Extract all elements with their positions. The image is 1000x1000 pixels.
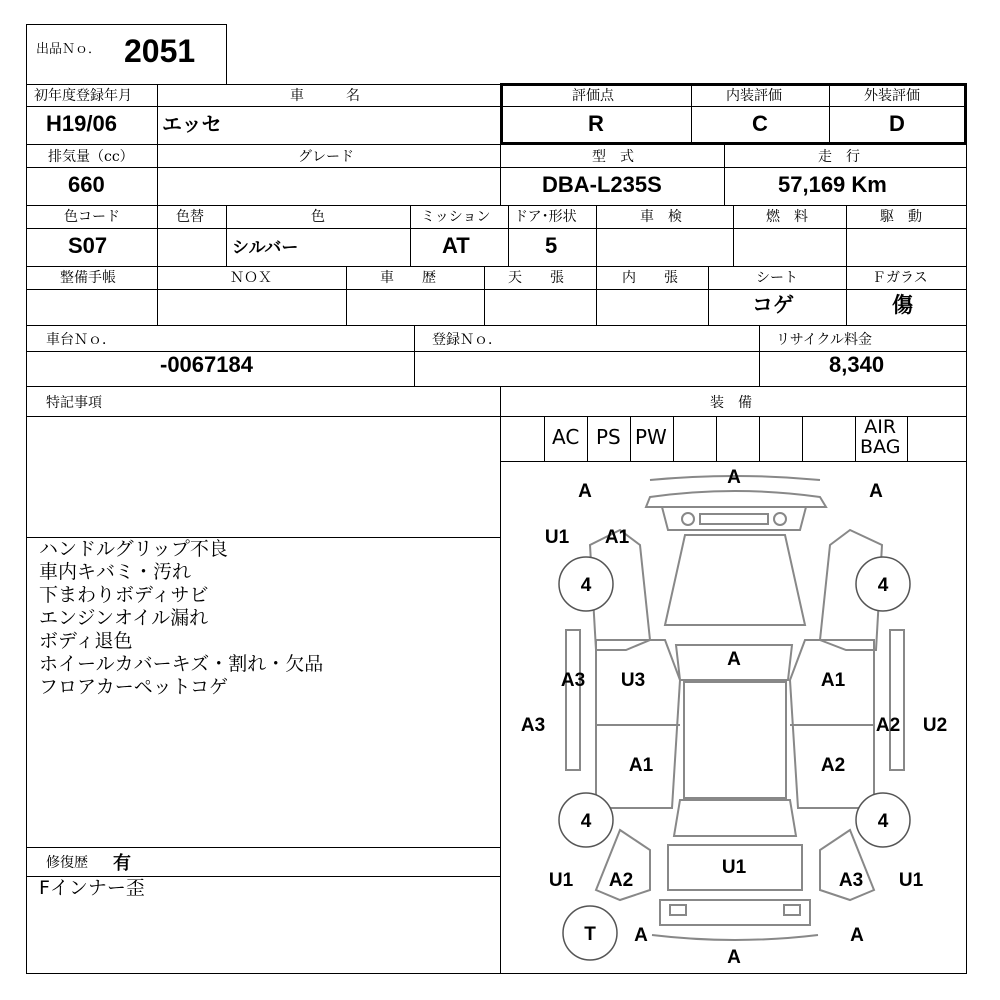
mark-roof: A xyxy=(727,649,741,670)
mark-front-bumper: A xyxy=(727,467,741,488)
repaint-label: 色替 xyxy=(176,209,204,225)
mark-front-left-corner: A xyxy=(578,481,592,502)
car-damage-diagram xyxy=(501,462,966,973)
chassis-value: -0067184 xyxy=(160,352,253,377)
mark-left-quarter-u: U1 xyxy=(548,870,574,891)
score-value: R xyxy=(588,111,604,136)
ceiling-label: 天 張 xyxy=(508,270,564,286)
equipment-ps: PS xyxy=(596,425,621,449)
mark-right-side-a: A2 xyxy=(875,715,901,736)
score-label: 評価点 xyxy=(572,88,614,104)
grade-label: グレード xyxy=(298,149,354,165)
color-code-value: S07 xyxy=(68,233,108,258)
mark-right-side-u: U2 xyxy=(922,715,948,736)
equipment-airbag: AIR BAG xyxy=(860,416,901,458)
recycle-label: リサイクル料金 xyxy=(776,332,873,348)
displacement-label: 排気量（cc） xyxy=(48,149,134,165)
seat-value: コゲ xyxy=(752,293,794,317)
note-line: ハンドルグリップ不良 xyxy=(39,538,228,560)
name-label: 車 名 xyxy=(290,88,360,104)
repair-label: 修復歴 xyxy=(46,855,88,871)
color-value: シルバー xyxy=(232,238,299,258)
note-line: 下まわりボディサビ xyxy=(39,584,209,606)
transmission-label: ミッション xyxy=(421,209,491,225)
color-code-label: 色コード xyxy=(64,209,120,225)
name-value: エッセ xyxy=(162,112,222,136)
repair-value: 有 xyxy=(113,853,131,874)
mark-left-quarter-a: A2 xyxy=(608,870,634,891)
equipment-label: 装 備 xyxy=(710,395,752,411)
fuel-label: 燃 料 xyxy=(766,209,808,225)
glass-label: Ｆガラス xyxy=(872,270,928,286)
equipment-pw: PW xyxy=(635,425,667,449)
inspection-label: 車 検 xyxy=(640,209,682,225)
doors-label: ドア･形状 xyxy=(514,209,577,225)
recycle-value: 8,340 xyxy=(829,352,885,377)
lot-number: 2051 xyxy=(124,33,196,69)
mark-trunk: U1 xyxy=(721,857,747,878)
exterior-value: D xyxy=(889,111,905,136)
note-line: エンジンオイル漏れ xyxy=(39,607,209,629)
note-line: ホイールカバーキズ・割れ・欠品 xyxy=(39,653,324,675)
mark-windshield: U3 xyxy=(620,670,646,691)
history-label: 車 歴 xyxy=(380,270,436,286)
mileage-label: 走 行 xyxy=(818,149,860,165)
tire-rr-grade: 4 xyxy=(877,811,889,832)
color-label: 色 xyxy=(311,209,325,225)
mark-front-right-corner: A xyxy=(869,481,883,502)
chassis-label: 車台Ｎｏ． xyxy=(46,332,116,348)
glass-value: 傷 xyxy=(892,293,913,317)
mark-left-side: A3 xyxy=(520,715,546,736)
interior-label: 内装評価 xyxy=(726,88,782,104)
note-line: 車内キバミ・汚れ xyxy=(39,561,192,583)
mark-right-quarter-u: U1 xyxy=(898,870,924,891)
equipment-ac: AC xyxy=(552,425,580,449)
mark-left-fender: U1 xyxy=(544,527,570,548)
mark-rear-bumper: A xyxy=(727,947,741,968)
exterior-label: 外装評価 xyxy=(864,88,920,104)
tire-fr-grade: 4 xyxy=(877,575,889,596)
spare-tire-label: T xyxy=(584,924,596,945)
mark-right-rear-door: A2 xyxy=(820,755,846,776)
drive-label: 駆 動 xyxy=(880,209,922,225)
mark-rear-right: A xyxy=(850,925,864,946)
mileage-value: 57,169 Km xyxy=(778,172,887,197)
year-value: H19/06 xyxy=(46,111,117,136)
interior-value: C xyxy=(752,111,768,136)
nox-label: ＮＯＸ xyxy=(230,270,272,286)
mark-rear-left: A xyxy=(634,925,648,946)
displacement-value: 660 xyxy=(68,172,105,197)
mark-left-rear-door: A1 xyxy=(628,755,654,776)
model-label: 型 式 xyxy=(592,149,634,165)
inner-label: 内 張 xyxy=(622,270,678,286)
mark-right-front-panel: A1 xyxy=(820,670,846,691)
notes-list xyxy=(39,538,323,699)
doors-value: 5 xyxy=(545,233,558,258)
repair-detail: Fインナー歪 xyxy=(39,877,145,899)
registration-label: 登録Ｎｏ． xyxy=(432,332,502,348)
lot-label: 出品Ｎｏ． xyxy=(36,42,102,57)
mark-left-front-door: A3 xyxy=(560,670,586,691)
year-label: 初年度登録年月 xyxy=(34,88,132,104)
repair-detail-box xyxy=(39,877,145,900)
mark-right-quarter-a: A3 xyxy=(838,870,864,891)
mark-hood: A1 xyxy=(604,527,630,548)
notes-label: 特記事項 xyxy=(46,395,102,411)
records-label: 整備手帳 xyxy=(60,270,116,286)
seat-label: シート xyxy=(756,270,798,286)
note-line: フロアカーペットコゲ xyxy=(39,676,229,698)
transmission-value: AT xyxy=(442,233,470,258)
tire-fl-grade: 4 xyxy=(580,575,592,596)
note-line: ボディ退色 xyxy=(39,630,133,652)
model-value: DBA-L235S xyxy=(542,172,662,197)
tire-rl-grade: 4 xyxy=(580,811,592,832)
